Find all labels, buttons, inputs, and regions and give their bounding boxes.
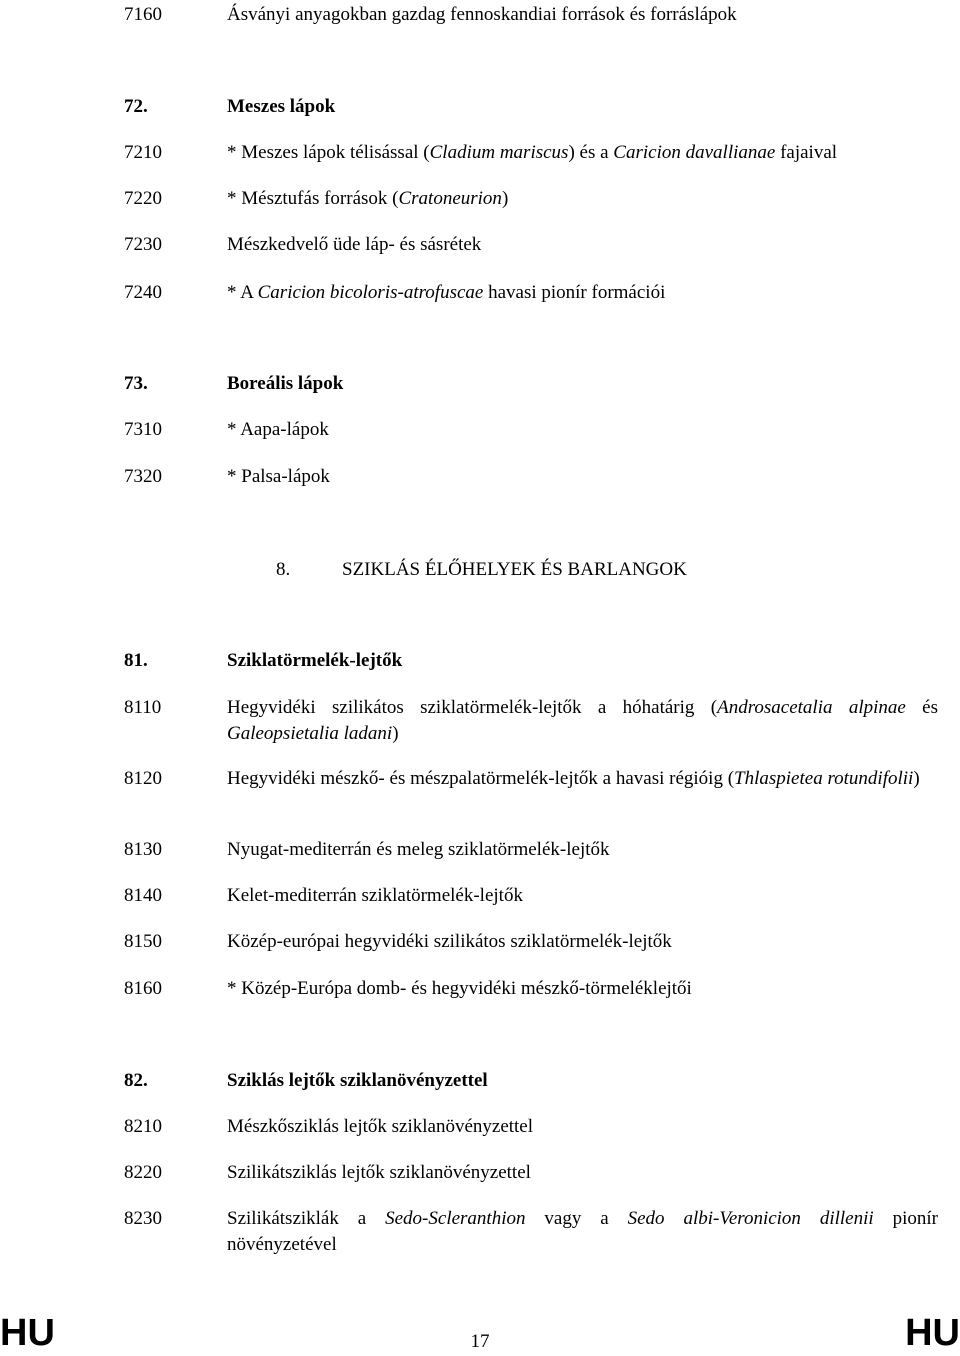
text-run: Meszes lápok [227, 96, 336, 117]
habitat-entry [124, 695, 938, 747]
latin-name: Galeopsietalia ladani [227, 723, 393, 744]
text-run: * Palsa-lápok [227, 466, 330, 487]
habitat-name [227, 1206, 938, 1258]
footer-hu-right: HU [905, 1312, 960, 1354]
habitat-code: 8220 [124, 1162, 162, 1183]
habitat-entry [124, 766, 938, 792]
habitat-name [227, 280, 938, 306]
text-run: Nyugat-mediterrán és meleg sziklatörmelék-lejtők [227, 839, 610, 860]
text-run: Sziklatörmelék-lejtők [227, 650, 403, 671]
section-title [227, 371, 938, 397]
habitat-name [227, 464, 938, 490]
habitat-name [227, 140, 938, 166]
text-run: * Közép-Európa domb- és hegyvidéki mészkő-törmeléklejtői [227, 978, 692, 999]
text-run: pionír növényzetével [227, 1208, 938, 1255]
latin-name: Sedo-Scleranthion [385, 1208, 526, 1229]
latin-name: Cratoneurion [398, 188, 502, 209]
text-run: ) [913, 768, 920, 789]
habitat-entry [124, 1206, 938, 1258]
section-heading [124, 1068, 938, 1094]
habitat-entry [124, 976, 938, 1002]
habitat-entry [124, 837, 938, 863]
habitat-code: 8150 [124, 931, 162, 952]
text-run: * Meszes lápok télisással ( [227, 142, 430, 163]
section-heading [124, 94, 938, 120]
text-run: Ásványi anyagokban gazdag fennoskandiai források és forráslápok [227, 4, 737, 25]
text-run: fajaival [775, 142, 838, 163]
habitat-code: 8230 [124, 1208, 162, 1229]
habitat-name [227, 1114, 938, 1140]
habitat-name [227, 837, 938, 863]
text-run: Mészkedvelő üde láp- és sásrétek [227, 234, 482, 255]
habitat-name [227, 1160, 938, 1186]
habitat-name [227, 883, 938, 909]
habitat-entry [124, 883, 938, 909]
text-run: Mészkősziklás lejtők sziklanövényzettel [227, 1116, 534, 1137]
text-run: Hegyvidéki mészkő- és mészpalatörmelék-lejtők a havasi régióig ( [227, 768, 735, 789]
habitat-entry [124, 186, 938, 212]
text-run: * Aapa-lápok [227, 419, 329, 440]
footer-hu-left: HU [0, 1312, 55, 1354]
habitat-entry [124, 417, 938, 443]
text-run: Szilikátsziklák a [227, 1208, 386, 1229]
habitat-code: 8130 [124, 839, 162, 860]
habitat-entry [124, 280, 938, 306]
section-number: 82. [124, 1070, 148, 1091]
habitat-code: 8210 [124, 1116, 162, 1137]
text-run: Kelet-mediterrán sziklatörmelék-lejtők [227, 885, 523, 906]
habitat-code: 7320 [124, 466, 162, 487]
latin-name: Androsacetalia alpinae [717, 697, 906, 718]
section-number: 73. [124, 373, 148, 394]
text-run: vagy a [525, 1208, 628, 1229]
habitat-name [227, 695, 938, 747]
text-run: ) [392, 723, 399, 744]
habitat-code: 7310 [124, 419, 162, 440]
habitat-code: 7230 [124, 234, 162, 255]
latin-name: Cladium mariscus [429, 142, 569, 163]
text-run: ) és a [568, 142, 614, 163]
habitat-entry [124, 2, 938, 28]
habitat-code: 8140 [124, 885, 162, 906]
chapter-heading [276, 557, 687, 583]
section-heading [124, 371, 938, 397]
latin-name: Sedo albi-Veronicion dillenii [627, 1208, 874, 1229]
habitat-code: 7240 [124, 282, 162, 303]
habitat-entry [124, 929, 938, 955]
section-title [227, 94, 938, 120]
habitat-entry [124, 140, 938, 166]
habitat-name [227, 186, 938, 212]
text-run: * A [227, 282, 258, 303]
section-number: 81. [124, 650, 148, 671]
latin-name: Caricion davallianae [613, 142, 776, 163]
habitat-code: 7160 [124, 4, 162, 25]
text-run: Sziklás lejtők sziklanövényzettel [227, 1070, 488, 1091]
text-run: Közép-európai hegyvidéki szilikátos sziklatörmelék-lejtők [227, 931, 672, 952]
habitat-entry [124, 232, 938, 258]
text-run: havasi pionír formációi [483, 282, 666, 303]
habitat-code: 8110 [124, 697, 162, 718]
text-run: ) [501, 188, 509, 209]
habitat-name [227, 232, 938, 258]
habitat-code: 8120 [124, 768, 162, 789]
habitat-name [227, 417, 938, 443]
text-run: Boreális lápok [227, 373, 344, 394]
section-number: 72. [124, 96, 148, 117]
habitat-code: 8160 [124, 978, 162, 999]
habitat-entry [124, 1160, 938, 1186]
text-run: Szilikátsziklás lejtők sziklanövényzettel [227, 1162, 531, 1183]
habitat-name [227, 766, 938, 792]
habitat-name [227, 2, 938, 28]
habitat-name [227, 976, 938, 1002]
habitat-code: 7210 [124, 142, 162, 163]
habitat-entry [124, 464, 938, 490]
page-number: 17 [470, 1331, 490, 1352]
text-run: és [905, 697, 938, 718]
section-title [227, 648, 938, 674]
section-title [227, 1068, 938, 1094]
habitat-name [227, 929, 938, 955]
section-heading [124, 648, 938, 674]
latin-name: Thlaspietea rotundifolii [734, 768, 914, 789]
habitat-entry [124, 1114, 938, 1140]
latin-name: Caricion bicoloris-atrofuscae [257, 282, 484, 303]
text-run: * Mésztufás források ( [227, 188, 399, 209]
chapter-title: SZIKLÁS ÉLŐHELYEK ÉS BARLANGOK [342, 559, 687, 580]
text-run: Hegyvidéki szilikátos sziklatörmelék-lejtők a hóhatárig ( [227, 697, 718, 718]
chapter-number: 8. [276, 559, 291, 580]
habitat-code: 7220 [124, 188, 162, 209]
